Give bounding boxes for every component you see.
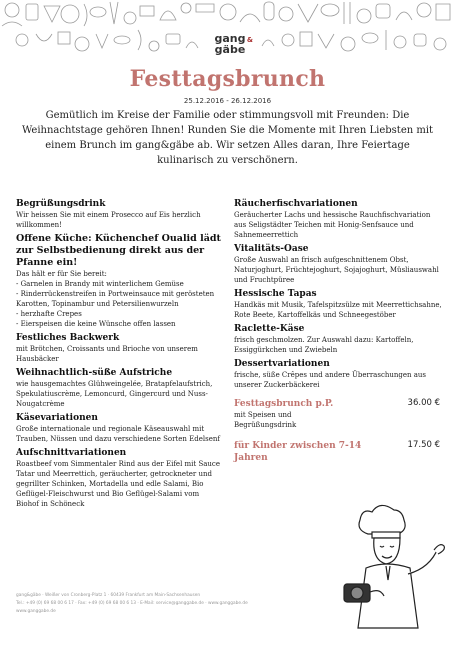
section-text: Das hält er für Sie bereit: - Garnelen in Brandy mit winterlichem Gemüse - Rinderrückenstreifen in Portweinsauce mit gerösteten Karotten, Topinambur und Petersilienwurzeln - herzhafte Crepes - Eierspeisen die keine Wünsche offen lassen — [16, 270, 215, 328]
menu-section — [16, 412, 221, 444]
section-heading: Festliches Backwerk — [16, 333, 120, 343]
footer-contact — [16, 592, 346, 616]
section-text: Roastbeef vom Simmentaler Rind aus der Eifel mit Sauce Tatar und Meerrettich, geräucherter, getrockneter und gegrillter Schinken, Mortadella und edle Salami, Bio Geflügel-Fleischwurst und Bio Geflügel-Salami vom Biohof in Schöneck — [16, 460, 220, 508]
menu-column-left — [16, 195, 221, 511]
price-row-children — [234, 440, 444, 464]
logo-line-1: gang — [214, 32, 246, 45]
section-text: Große Auswahl an frisch aufgeschnittenem Obst, Naturjoghurt, Früchtejoghurt, Sojajoghurt, Müsliauswahl und Fruchtpüree — [234, 256, 439, 284]
section-text: Geräucherter Lachs und hessische Rauchfischvariation aus Seligstädter Teichen mit Honig-Senfsauce und Sahnemeerrettich — [234, 211, 431, 239]
menu-section — [16, 367, 221, 409]
brand-logo — [205, 33, 255, 55]
menu-section — [16, 233, 221, 329]
price-value: 17.50 € — [407, 440, 440, 450]
section-text: Große internationale und regionale Käseauswahl mit Trauben, Nüssen und dazu verschiedene Sorten Edelsenf — [16, 425, 220, 443]
intro-paragraph: Gemütlich im Kreise der Familie oder stimmungsvoll mit Freunden: Die Weihnachtstage gehören Ihnen! Runden Sie die Momente mit Ihren Liebsten mit einem Brunch im gang&gäbe ab. Wir setzen Alles daran, Ihre Feiertage kulinarisch zu verschönern. — [21, 110, 434, 166]
section-text: mit Brötchen, Croissants und Brioche von unserem Hausbäcker — [16, 345, 198, 363]
price-label: Festtagsbrunch p.P. — [234, 399, 334, 409]
price-value: 36.00 € — [407, 398, 440, 408]
section-text: frisch geschmolzen. Zur Auswahl dazu: Kartoffeln, Essiggürkchen und Zwiebeln — [234, 336, 414, 354]
menu-section — [16, 447, 221, 509]
price-label: für Kinder zwischen 7-14 Jahren — [234, 441, 362, 463]
section-text: Wir heissen Sie mit einem Prosecco auf Eis herzlich willkommen! — [16, 211, 201, 229]
section-text: frische, süße Crêpes und andere Überraschungen aus unserer Zuckerbäckerei — [234, 371, 427, 389]
logo-ampersand: & — [246, 36, 253, 44]
section-heading: Dessertvariationen — [234, 359, 330, 369]
section-heading: Raclette-Käse — [234, 324, 305, 334]
section-heading: Käsevariationen — [16, 413, 98, 423]
section-heading: Weihnachtlich-süße Aufstriche — [16, 368, 173, 378]
price-description: mit Speisen und Begrüßungsdrink — [234, 411, 297, 429]
section-heading: Vitalitäts-Oase — [234, 244, 309, 254]
section-text: wie hausgemachtes Glühweingelée, Bratapfelaufstrich, Spekulatiuscrème, Lemoncurd, Gingercurd und Nuss-Nougatcrème — [16, 380, 213, 408]
section-heading: Räucherfischvariationen — [234, 199, 358, 209]
section-heading: Begrüßungsdrink — [16, 199, 106, 209]
menu-section — [234, 198, 444, 240]
menu-section — [234, 243, 444, 285]
menu-section — [234, 288, 444, 320]
menu-column-right — [234, 195, 444, 464]
footer-address: gang&gäbe · Weißer von Cronberg-Platz 1 · 60439 Frankfurt am Main-Sachsenhausen — [16, 593, 201, 598]
menu-section — [234, 358, 444, 390]
menu-section — [16, 198, 221, 230]
footer-website: www.ganggabe.de — [16, 609, 56, 614]
section-heading: Hessische Tapas — [234, 289, 317, 299]
footer-contact-line: Tel.: +49 (0) 69 68 00 6 17 · Fax: +49 (0) 69 68 00 6 13 · E-Mail: service@ganggabe.de · www.ganggabe.de — [16, 601, 248, 606]
section-heading: Offene Küche: Küchenchef Oualid lädt zur Selbstbedienung direkt aus der Pfanne ein! — [16, 233, 221, 268]
menu-section — [16, 332, 221, 364]
menu-section — [234, 323, 444, 355]
logo-line-2: gäbe — [214, 43, 246, 56]
price-row-adult — [234, 398, 444, 430]
event-dates: 25.12.2016 - 26.12.2016 — [183, 97, 272, 105]
page-title: Festtagsbrunch — [129, 66, 326, 92]
section-text: Handkäs mit Musik, Tafelspitzsülze mit Meerrettichsahne, Rote Beete, Kartoffelkäs und Schneegestöber — [234, 301, 442, 319]
chef-with-camera-illustration — [336, 502, 446, 632]
section-heading: Aufschnittvariationen — [16, 448, 127, 458]
